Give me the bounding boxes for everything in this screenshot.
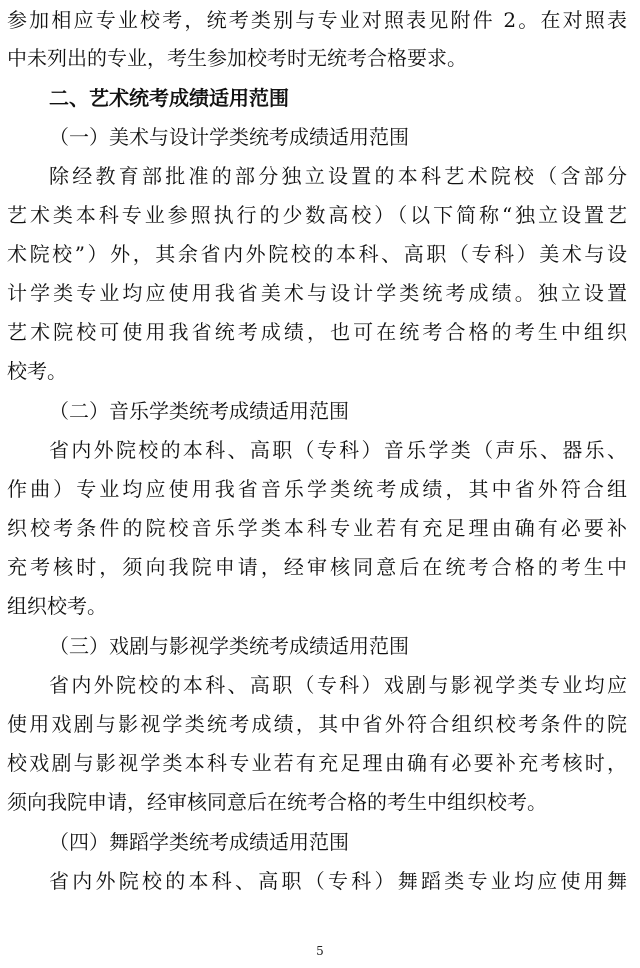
body-text-line: 术院校”）外，其余省内外院校的本科、高职（专科）美术与设 <box>7 242 627 266</box>
body-text-line: 须向我院申请，经审核同意后在统考合格的考生中组织校考。 <box>7 790 547 814</box>
body-text-line: 作曲）专业均应使用我省音乐学类统考成绩，其中省外符合组 <box>7 477 627 501</box>
body-text-line: 省内外院校的本科、高职（专科）戏剧与影视学类专业均应 <box>49 673 627 697</box>
subsection-heading-2: （二）音乐学类统考成绩适用范围 <box>49 399 349 423</box>
body-text-line: 中未列出的专业，考生参加校考时无统考合格要求。 <box>7 46 467 70</box>
section-heading-2: 二、艺术统考成绩适用范围 <box>49 86 289 110</box>
body-text-line: 计学类专业均应使用我省美术与设计学类统考成绩。独立设置 <box>7 281 627 305</box>
body-text-line: 使用戏剧与影视学类统考成绩，其中省外符合组织校考条件的院 <box>7 712 627 736</box>
body-text-line: 艺术院校可使用我省统考成绩，也可在统考合格的考生中组织 <box>7 320 627 344</box>
page-number: 5 <box>316 944 324 958</box>
body-text-line: 组织校考。 <box>7 594 107 618</box>
body-text-line: 省内外院校的本科、高职（专科）音乐学类（声乐、器乐、 <box>49 438 627 462</box>
body-text-line: 除经教育部批准的部分独立设置的本科艺术院校（含部分 <box>49 164 627 188</box>
subsection-heading-3: （三）戏剧与影视学类统考成绩适用范围 <box>49 634 409 658</box>
subsection-heading-1: （一）美术与设计学类统考成绩适用范围 <box>49 125 409 149</box>
body-text-line: 省内外院校的本科、高职（专科）舞蹈类专业均应使用舞 <box>49 869 627 893</box>
body-text-line: 参加相应专业校考，统考类别与专业对照表见附件 2。在对照表 <box>7 8 627 32</box>
body-text-line: 织校考条件的院校音乐学类本科专业若有充足理由确有必要补 <box>7 516 627 540</box>
body-text-line: 充考核时，须向我院申请，经审核同意后在统考合格的考生中 <box>7 555 627 579</box>
body-text-line: 校考。 <box>7 359 67 383</box>
subsection-heading-4: （四）舞蹈学类统考成绩适用范围 <box>49 830 349 854</box>
body-text-line: 艺术类本科专业参照执行的少数高校）（以下简称“独立设置艺 <box>7 203 627 227</box>
body-text-line: 校戏剧与影视学类本科专业若有充足理由确有必要补充考核时， <box>7 751 627 775</box>
